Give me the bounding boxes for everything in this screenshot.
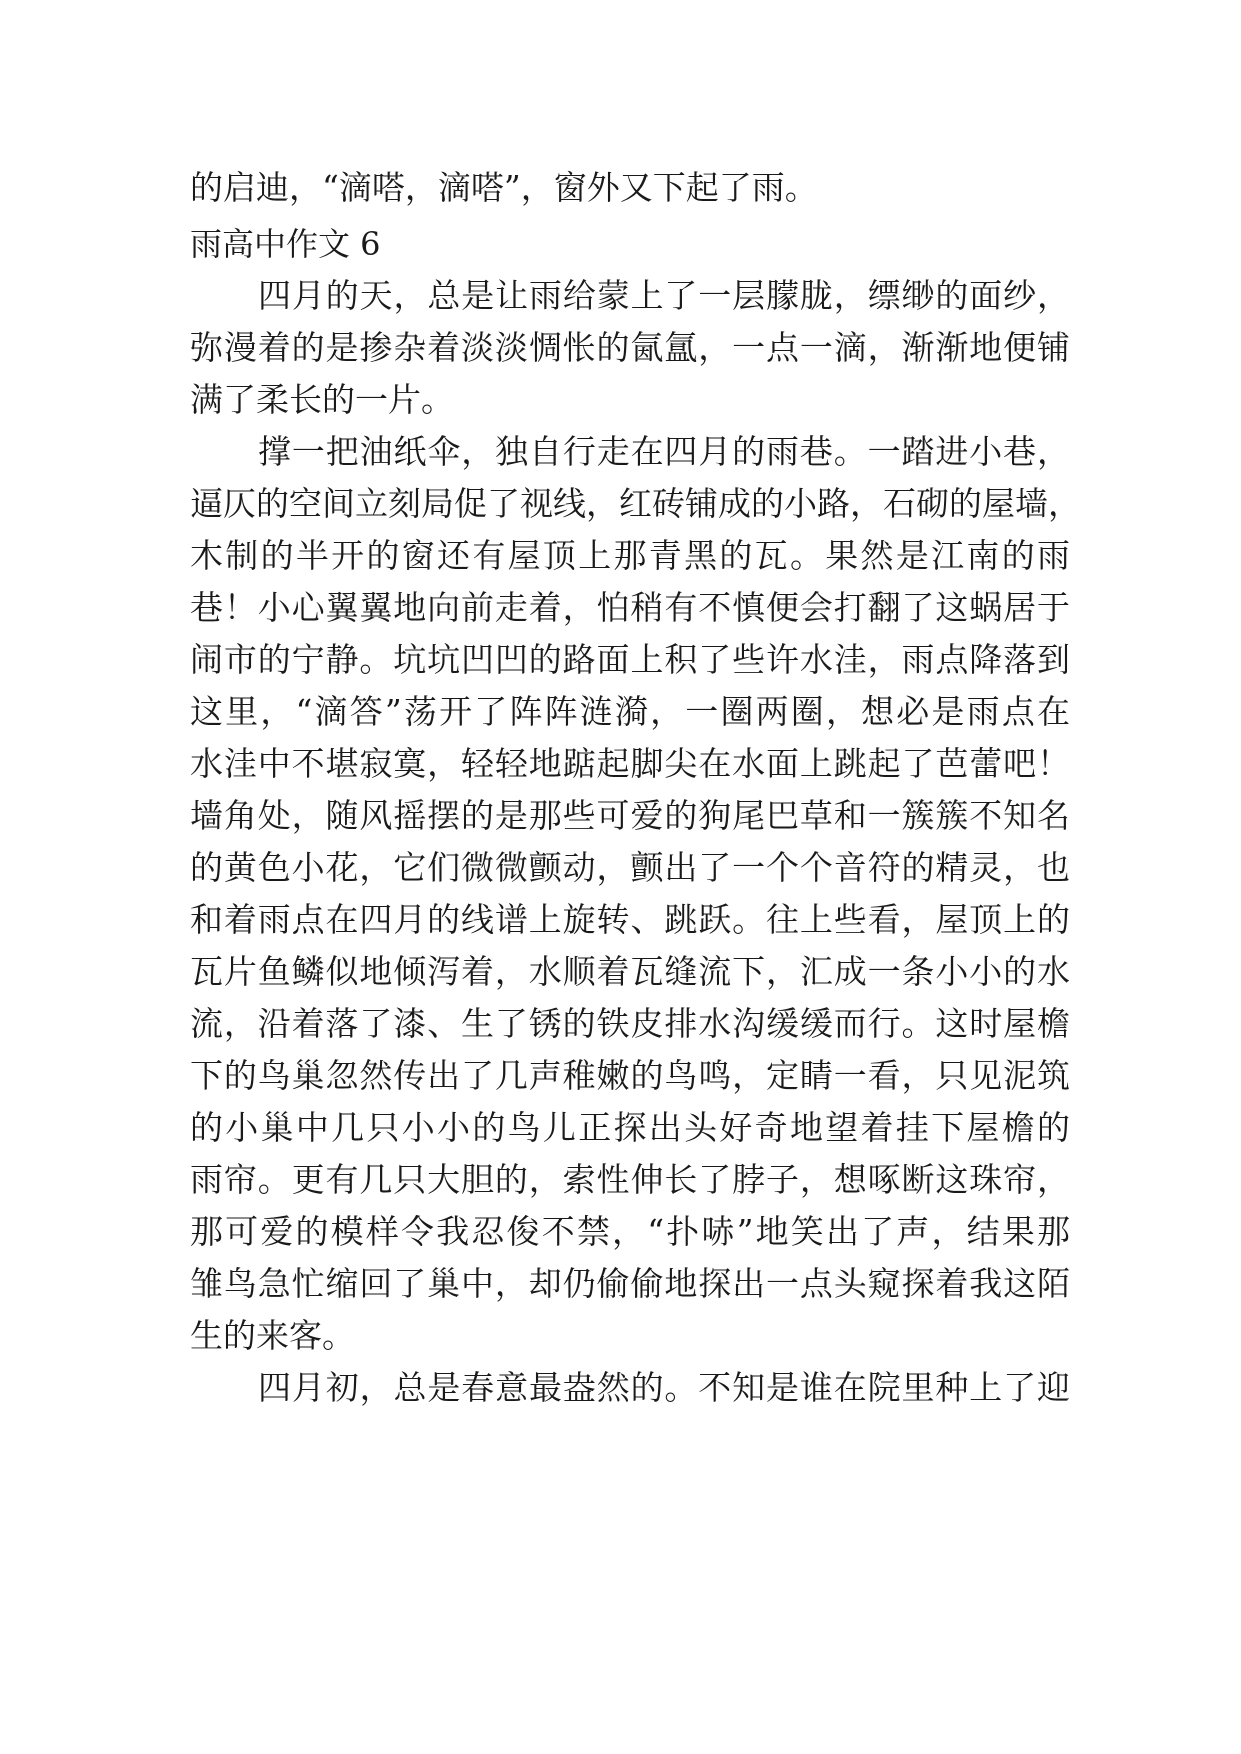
paragraph-line: 的黄色小花，它们微微颤动，颤出了一个个音符的精灵，也 [190,848,1070,887]
paragraph-line: 撑一把油纸伞，独自行走在四月的雨巷。一踏进小巷， [258,432,1070,471]
previous-paragraph-tail: 的启迪，“滴嗒，滴嗒”，窗外又下起了雨。 [190,168,818,207]
paragraph-line: 的小巢中几只小小的鸟儿正探出头好奇地望着挂下屋檐的 [190,1108,1070,1147]
paragraph-line: 流，沿着落了漆、生了锈的铁皮排水沟缓缓而行。这时屋檐 [190,1004,1070,1043]
paragraph-line: 雏鸟急忙缩回了巢中，却仍偷偷地探出一点头窥探着我这陌 [190,1264,1070,1303]
paragraph-line: 弥漫着的是掺杂着淡淡惆怅的氤氲，一点一滴，渐渐地便铺 [190,328,1070,367]
paragraph-line: 木制的半开的窗还有屋顶上那青黑的瓦。果然是江南的雨 [190,536,1070,575]
paragraph-line: 四月初，总是春意最盎然的。不知是谁在院里种上了迎 [258,1368,1070,1407]
paragraph-line: 这里，“滴答”荡开了阵阵涟漪，一圈两圈，想必是雨点在 [190,692,1070,731]
paragraph-line: 四月的天，总是让雨给蒙上了一层朦胧，缥缈的面纱， [258,276,1070,315]
section-title: 雨高中作文 6 [190,225,381,263]
paragraph-line: 生的来客。 [190,1316,355,1355]
paragraph-line: 墙角处，随风摇摆的是那些可爱的狗尾巴草和一簇簇不知名 [190,796,1070,835]
paragraph-line: 那可爱的模样令我忍俊不禁，“扑哧”地笑出了声，结果那 [190,1212,1070,1251]
paragraph-line: 逼仄的空间立刻局促了视线，红砖铺成的小路，石砌的屋墙， [190,484,1081,523]
paragraph-line: 雨帘。更有几只大胆的，索性伸长了脖子，想啄断这珠帘， [190,1160,1070,1199]
paragraph-line: 满了柔长的一片。 [190,380,454,419]
paragraph-line: 水洼中不堪寂寞，轻轻地踮起脚尖在水面上跳起了芭蕾吧！ [190,744,1070,783]
paragraph-line: 瓦片鱼鳞似地倾泻着，水顺着瓦缝流下，汇成一条小小的水 [190,952,1070,991]
paragraph-line: 和着雨点在四月的线谱上旋转、跳跃。往上些看，屋顶上的 [190,900,1070,939]
paragraph-line: 巷！小心翼翼地向前走着，怕稍有不慎便会打翻了这蜗居于 [190,588,1070,627]
paragraph-line: 闹市的宁静。坑坑凹凹的路面上积了些许水洼，雨点降落到 [190,640,1070,679]
paragraph-line: 下的鸟巢忽然传出了几声稚嫩的鸟鸣，定睛一看，只见泥筑 [190,1056,1070,1095]
